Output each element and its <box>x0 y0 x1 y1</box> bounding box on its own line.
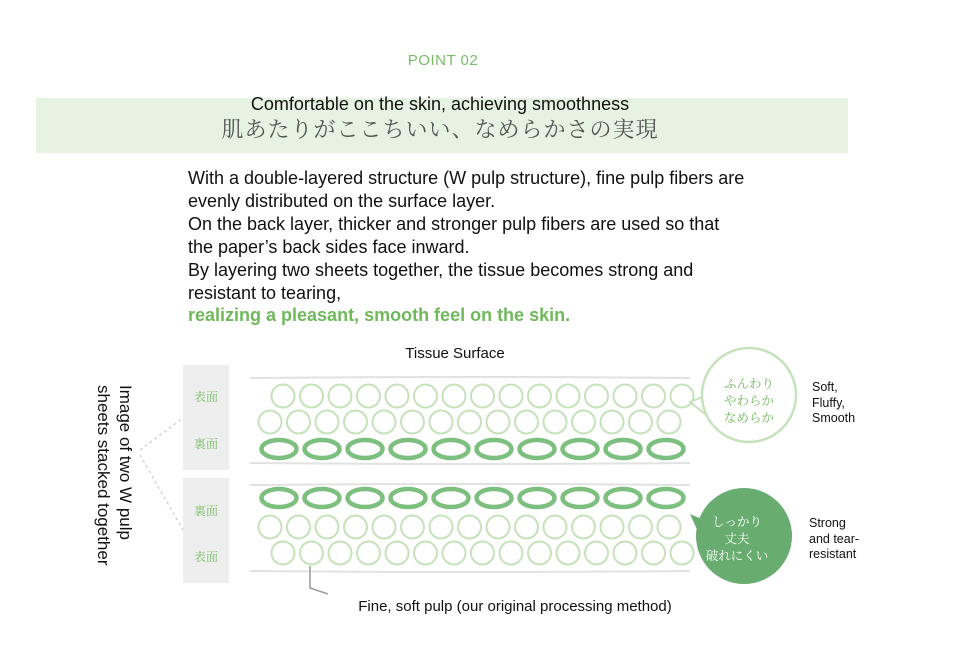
thick-pulp-ring <box>305 440 340 458</box>
fine-pulp-ring <box>357 542 380 565</box>
thick-pulp-ring <box>477 440 512 458</box>
fine-pulp-ring <box>572 411 595 434</box>
fine-pulp-ring <box>259 411 282 434</box>
fine-pulp-ring <box>430 516 453 539</box>
thick-pulp-ring <box>477 489 512 507</box>
fine-pulp-ring <box>471 542 494 565</box>
thick-pulp-ring <box>606 489 641 507</box>
connector-line <box>140 455 183 530</box>
fine-pulp-ring <box>544 516 567 539</box>
fine-pulp-ring <box>443 542 466 565</box>
fine-pulp-ring <box>373 411 396 434</box>
fine-pulp-ring <box>585 542 608 565</box>
fine-pulp-ring <box>386 385 409 408</box>
fine-pulp-ring <box>414 385 437 408</box>
sheet2-bottom-edge <box>250 571 690 572</box>
sheet2-top-edge <box>250 484 690 485</box>
strong-side-text <box>809 516 859 563</box>
bubble-soft-line: やわらか <box>723 393 774 408</box>
bubble-strong-text <box>692 513 782 564</box>
fine-pulp-ring <box>329 542 352 565</box>
fine-pulp-ring <box>386 542 409 565</box>
sheet1-tag-top: 表面 <box>193 390 218 404</box>
fine-pulp-ring <box>443 385 466 408</box>
fine-pulp-ring <box>401 411 424 434</box>
fine-pulp-ring <box>671 385 694 408</box>
thick-pulp-ring <box>391 440 426 458</box>
fine-pulp-ring <box>557 385 580 408</box>
thick-pulp-ring <box>606 440 641 458</box>
fine-pulp-ring <box>272 385 295 408</box>
pulp-rings <box>259 385 694 565</box>
title-english: Comfortable on the skin, achieving smoothness <box>250 94 630 114</box>
soft-side-text <box>812 380 855 427</box>
fine-pulp-ring <box>287 411 310 434</box>
fine-pulp-ring <box>601 411 624 434</box>
fine-pulp-ring <box>500 385 523 408</box>
tissue-surface-label: Tissue Surface <box>405 345 505 362</box>
fine-pulp-ring <box>601 516 624 539</box>
fine-pulp-ring <box>642 385 665 408</box>
fine-pulp-ring <box>373 516 396 539</box>
fine-pulp-ring <box>500 542 523 565</box>
fine-pulp-ring <box>471 385 494 408</box>
thick-pulp-ring <box>520 489 555 507</box>
fine-pulp-ring <box>316 411 339 434</box>
fine-pulp-ring <box>528 385 551 408</box>
fine-pulp-ring <box>272 542 295 565</box>
fine-pulp-ring <box>572 516 595 539</box>
soft-side-line: Smooth <box>812 411 856 425</box>
sheet2-tag-bottom: 表面 <box>193 550 218 564</box>
connector-line <box>140 418 183 450</box>
fine-pulp-ring <box>287 516 310 539</box>
fine-pulp-ring <box>487 516 510 539</box>
bubble-strong-line: 丈夫 <box>724 531 750 546</box>
fine-pulp-ring <box>458 516 481 539</box>
sheet2-tag-top: 裏面 <box>193 504 218 518</box>
thick-pulp-ring <box>348 440 383 458</box>
fine-pulp-ring <box>614 542 637 565</box>
thick-pulp-ring <box>563 440 598 458</box>
thick-pulp-ring <box>262 440 297 458</box>
fine-pulp-ring <box>642 542 665 565</box>
fine-pulp-ring <box>557 542 580 565</box>
vertical-label: Image of two W pulp sheets stacked together <box>94 385 135 566</box>
thick-pulp-ring <box>348 489 383 507</box>
fine-pulp-ring <box>300 542 323 565</box>
description-line: On the back layer, thicker and stronger pulp fibers are used so that the paper’s back sides face inward. <box>188 213 720 257</box>
bubble-soft-text <box>704 375 794 426</box>
fine-pulp-ring <box>344 516 367 539</box>
fine-pulp-ring <box>458 411 481 434</box>
fine-pulp-ring <box>671 542 694 565</box>
sheet1-tag-bottom: 裏面 <box>193 437 218 451</box>
fine-pulp-ring <box>515 411 538 434</box>
strong-side-line: resistant <box>809 547 857 561</box>
fine-pulp-ring <box>401 516 424 539</box>
fine-pulp-ring <box>344 411 367 434</box>
thick-pulp-ring <box>520 440 555 458</box>
thick-pulp-ring <box>649 440 684 458</box>
fine-pulp-ring <box>658 516 681 539</box>
fine-pulp-ring <box>658 411 681 434</box>
bubble-soft-line: なめらか <box>723 410 774 425</box>
fine-pulp-ring <box>316 516 339 539</box>
caption: Fine, soft pulp (our original processing method) <box>358 598 672 615</box>
fine-pulp-ring <box>585 385 608 408</box>
bubble-strong-line: 破れにくい <box>705 548 769 563</box>
caption-pointer <box>310 566 328 594</box>
soft-side-line: Fluffy, <box>812 395 845 410</box>
fine-pulp-ring <box>300 385 323 408</box>
thick-pulp-ring <box>649 489 684 507</box>
thick-pulp-ring <box>305 489 340 507</box>
point-label: POINT 02 <box>407 52 479 69</box>
fine-pulp-ring <box>329 385 352 408</box>
soft-side-line: Soft, <box>812 380 838 394</box>
bubble-strong-line: しっかり <box>711 514 762 529</box>
fine-pulp-ring <box>629 411 652 434</box>
fine-pulp-ring <box>414 542 437 565</box>
fine-pulp-ring <box>614 385 637 408</box>
bubble-soft-line: ふんわり <box>723 376 774 391</box>
fine-pulp-ring <box>544 411 567 434</box>
strong-side-line: and tear- <box>809 531 860 546</box>
description-line: With a double-layered structure (W pulp structure), fine pulp fibers are evenly distributed on the surface layer. <box>188 168 745 211</box>
fine-pulp-ring <box>515 516 538 539</box>
thick-pulp-ring <box>434 440 469 458</box>
thick-pulp-ring <box>434 489 469 507</box>
description-line: By layering two sheets together, the tissue becomes strong and resistant to tearing, <box>188 259 694 303</box>
thick-pulp-ring <box>563 489 598 507</box>
thick-pulp-ring <box>262 489 297 507</box>
title-japanese: 肌あたりがここちいい、なめらかさの実現 <box>221 118 659 143</box>
fine-pulp-ring <box>430 411 453 434</box>
description-highlight: realizing a pleasant, smooth feel on the skin. <box>188 305 571 326</box>
fine-pulp-ring <box>528 542 551 565</box>
fine-pulp-ring <box>259 516 282 539</box>
strong-side-line: Strong <box>809 516 846 530</box>
fine-pulp-ring <box>487 411 510 434</box>
fine-pulp-ring <box>629 516 652 539</box>
sheet1-top-edge <box>250 377 690 378</box>
fine-pulp-ring <box>357 385 380 408</box>
thick-pulp-ring <box>391 489 426 507</box>
sheet1-bottom-edge <box>250 463 690 464</box>
